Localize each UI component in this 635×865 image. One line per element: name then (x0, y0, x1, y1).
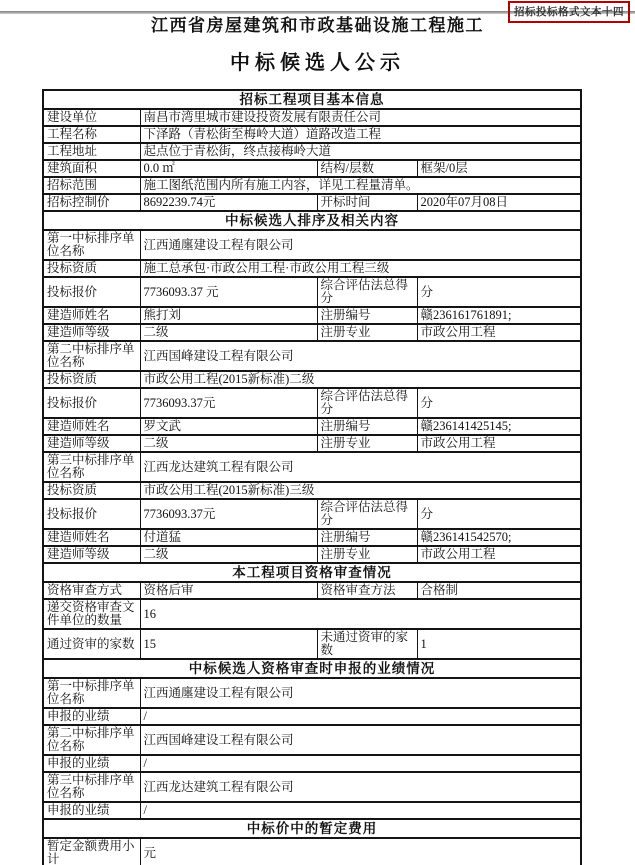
field-label: 第一中标排序单位名称 (43, 678, 140, 708)
field-value: 分 (417, 499, 581, 529)
table-row (43, 546, 581, 563)
table-row (43, 194, 581, 211)
table-row (43, 230, 581, 260)
notice-table (42, 89, 582, 865)
table-row (43, 838, 581, 865)
field-value: 起点位于青松街，终点接梅岭大道 (140, 143, 581, 160)
field-label: 注册编号 (317, 529, 417, 546)
table-row (43, 582, 581, 599)
field-value: 8692239.74元 (140, 194, 317, 211)
table-row (43, 143, 581, 160)
field-value: 分 (417, 277, 581, 307)
field-value: 市政公用工程(2015新标准)二级 (140, 371, 581, 388)
field-label: 注册专业 (317, 324, 417, 341)
field-value: 市政公用工程 (417, 324, 581, 341)
table-row (43, 277, 581, 307)
field-label: 申报的业绩 (43, 708, 140, 725)
section-header: 招标工程项目基本信息 (43, 90, 581, 109)
field-value: 南昌市湾里城市建设投资发展有限责任公司 (140, 109, 581, 126)
section-header: 中标候选人排序及相关内容 (43, 211, 581, 230)
field-label: 建造师等级 (43, 324, 140, 341)
table-row (43, 341, 581, 371)
field-value: 江西通廛建设工程有限公司 (140, 230, 581, 260)
field-label: 投标报价 (43, 499, 140, 529)
field-value: 江西国峰建设工程有限公司 (140, 725, 581, 755)
field-value: 2020年07月08日 (417, 194, 581, 211)
field-label: 注册编号 (317, 418, 417, 435)
field-label: 第三中标排序单位名称 (43, 772, 140, 802)
field-value: 江西国峰建设工程有限公司 (140, 341, 581, 371)
field-label: 投标资质 (43, 482, 140, 499)
field-label: 资格审查方式 (43, 582, 140, 599)
table-row (43, 755, 581, 772)
field-value: 市政公用工程 (417, 546, 581, 563)
field-value: 江西龙达建筑工程有限公司 (140, 452, 581, 482)
field-value: 分 (417, 388, 581, 418)
field-label: 第一中标排序单位名称 (43, 230, 140, 260)
field-value: 7736093.37元 (140, 388, 317, 418)
field-value: 二级 (140, 324, 317, 341)
field-label: 建造师等级 (43, 435, 140, 452)
table-row (43, 388, 581, 418)
table-row (43, 678, 581, 708)
table-row (43, 725, 581, 755)
field-label: 注册编号 (317, 307, 417, 324)
table-row (43, 529, 581, 546)
table-row (43, 260, 581, 277)
table-row (43, 599, 581, 629)
table-row (43, 659, 581, 678)
field-label: 建造师姓名 (43, 529, 140, 546)
field-label: 综合评估法总得分 (317, 499, 417, 529)
document-title-line1: 江西省房屋建筑和市政基础设施工程施工 (151, 16, 484, 35)
field-value: 1 (417, 629, 581, 659)
table-row (43, 126, 581, 143)
field-value: 二级 (140, 546, 317, 563)
field-label: 工程名称 (43, 126, 140, 143)
field-value: 赣236161761891; (417, 307, 581, 324)
field-value: 16 (140, 599, 581, 629)
field-label: 第二中标排序单位名称 (43, 341, 140, 371)
field-label: 开标时间 (317, 194, 417, 211)
field-value: 市政公用工程 (417, 435, 581, 452)
table-row (43, 177, 581, 194)
field-label: 招标范围 (43, 177, 140, 194)
section-header: 本工程项目资格审查情况 (43, 563, 581, 582)
table-row (43, 482, 581, 499)
field-value: 赣236141425145; (417, 418, 581, 435)
field-value: 合格制 (417, 582, 581, 599)
field-value: 7736093.37 元 (140, 277, 317, 307)
field-label: 建造师等级 (43, 546, 140, 563)
field-label: 建设单位 (43, 109, 140, 126)
table-row (43, 109, 581, 126)
field-label: 未通过资审的家数 (317, 629, 417, 659)
table-row (43, 324, 581, 341)
table-row (43, 563, 581, 582)
field-value: 赣236141542570; (417, 529, 581, 546)
field-label: 招标控制价 (43, 194, 140, 211)
table-row (43, 307, 581, 324)
table-row (43, 772, 581, 802)
table-row (43, 819, 581, 838)
field-value: 0.0 ㎡ (140, 160, 317, 177)
field-value: 付道猛 (140, 529, 317, 546)
field-label: 递交资格审查文件单位的数量 (43, 599, 140, 629)
field-label: 建筑面积 (43, 160, 140, 177)
field-label: 申报的业绩 (43, 755, 140, 772)
field-label: 投标报价 (43, 277, 140, 307)
field-value: 资格后审 (140, 582, 317, 599)
corner-stamp (508, 1, 630, 23)
field-value: 施工总承包·市政公用工程·市政公用工程三级 (140, 260, 581, 277)
field-label: 第三中标排序单位名称 (43, 452, 140, 482)
field-label: 综合评估法总得分 (317, 388, 417, 418)
field-value: 熊打刘 (140, 307, 317, 324)
field-value: 江西通廛建设工程有限公司 (140, 678, 581, 708)
table-row (43, 452, 581, 482)
field-value: 江西龙达建筑工程有限公司 (140, 772, 581, 802)
field-label: 申报的业绩 (43, 802, 140, 819)
field-label: 投标资质 (43, 260, 140, 277)
table-row (43, 160, 581, 177)
table-row (43, 499, 581, 529)
table-row (43, 708, 581, 725)
table-row (43, 418, 581, 435)
field-value: 二级 (140, 435, 317, 452)
table-row (43, 371, 581, 388)
field-label: 第二中标排序单位名称 (43, 725, 140, 755)
section-header: 中标价中的暂定费用 (43, 819, 581, 838)
field-label: 结构/层数 (317, 160, 417, 177)
field-label: 投标报价 (43, 388, 140, 418)
field-label: 资格审查方法 (317, 582, 417, 599)
field-value: 元 (140, 838, 581, 865)
field-value: 施工图纸范围内所有施工内容，详见工程量清单。 (140, 177, 581, 194)
field-value: 下泽路（青松街至梅岭大道）道路改造工程 (140, 126, 581, 143)
field-value: 15 (140, 629, 317, 659)
field-label: 综合评估法总得分 (317, 277, 417, 307)
field-value: 市政公用工程(2015新标准)三级 (140, 482, 581, 499)
table-row (43, 802, 581, 819)
field-value: / (140, 755, 581, 772)
corner-stamp-label: 招标投标格式文本十四 (514, 7, 624, 18)
field-value: 罗文武 (140, 418, 317, 435)
field-value: 7736093.37元 (140, 499, 317, 529)
field-value: / (140, 802, 581, 819)
table-row (43, 435, 581, 452)
field-value: 框架/0层 (417, 160, 581, 177)
table-row (43, 629, 581, 659)
table-row (43, 90, 581, 109)
field-label: 暂定金额费用小计 (43, 838, 140, 865)
field-label: 投标资质 (43, 371, 140, 388)
document-title-line2: 中标候选人公示 (230, 52, 405, 74)
section-header: 中标候选人资格审查时申报的业绩情况 (43, 659, 581, 678)
field-label: 注册专业 (317, 435, 417, 452)
table-row (43, 211, 581, 230)
field-label: 注册专业 (317, 546, 417, 563)
field-label: 建造师姓名 (43, 307, 140, 324)
field-label: 通过资审的家数 (43, 629, 140, 659)
field-label: 建造师姓名 (43, 418, 140, 435)
field-value: / (140, 708, 581, 725)
field-label: 工程地址 (43, 143, 140, 160)
